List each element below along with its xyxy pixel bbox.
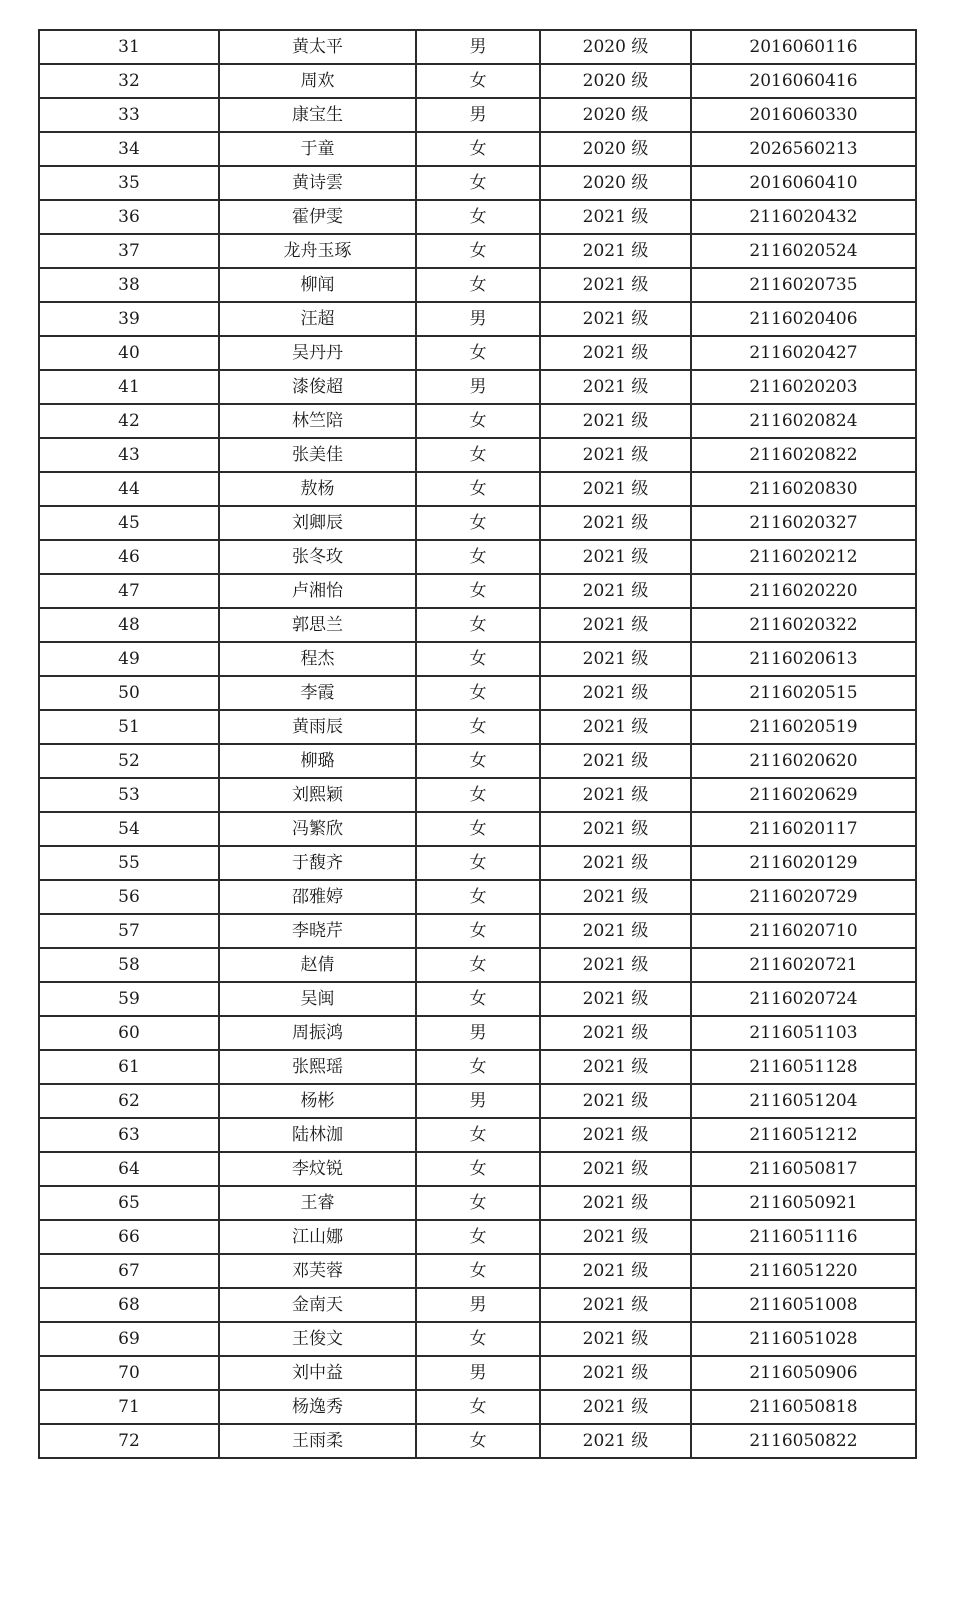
table-row xyxy=(39,914,916,948)
row-number-cell: 65 xyxy=(39,1186,219,1220)
row-number-cell: 56 xyxy=(39,880,219,914)
gender-cell: 女 xyxy=(416,778,540,812)
grade-cell: 2021 级 xyxy=(540,1356,691,1390)
row-number-cell: 41 xyxy=(39,370,219,404)
gender-cell: 女 xyxy=(416,642,540,676)
student-id-cell: 2116020710 xyxy=(691,914,916,948)
row-number-cell: 35 xyxy=(39,166,219,200)
table-row xyxy=(39,268,916,302)
student-id-cell: 2116020830 xyxy=(691,472,916,506)
student-id-cell: 2116051204 xyxy=(691,1084,916,1118)
student-name-cell: 邵雅婷 xyxy=(219,880,416,914)
student-id-cell: 2116020629 xyxy=(691,778,916,812)
grade-cell: 2021 级 xyxy=(540,914,691,948)
gender-cell: 男 xyxy=(416,30,540,64)
grade-cell: 2021 级 xyxy=(540,200,691,234)
grade-cell: 2021 级 xyxy=(540,370,691,404)
grade-cell: 2021 级 xyxy=(540,642,691,676)
row-number-cell: 37 xyxy=(39,234,219,268)
student-id-cell: 2116051220 xyxy=(691,1254,916,1288)
table-row xyxy=(39,302,916,336)
student-id-cell: 2116020724 xyxy=(691,982,916,1016)
row-number-cell: 71 xyxy=(39,1390,219,1424)
gender-cell: 女 xyxy=(416,710,540,744)
student-name-cell: 敖杨 xyxy=(219,472,416,506)
row-number-cell: 38 xyxy=(39,268,219,302)
gender-cell: 女 xyxy=(416,506,540,540)
row-number-cell: 53 xyxy=(39,778,219,812)
student-id-cell: 2116051103 xyxy=(691,1016,916,1050)
roster-body xyxy=(39,30,916,1458)
student-id-cell: 2116020519 xyxy=(691,710,916,744)
student-id-cell: 2116051116 xyxy=(691,1220,916,1254)
table-row xyxy=(39,98,916,132)
row-number-cell: 50 xyxy=(39,676,219,710)
grade-cell: 2021 级 xyxy=(540,846,691,880)
student-name-cell: 王睿 xyxy=(219,1186,416,1220)
student-id-cell: 2116051028 xyxy=(691,1322,916,1356)
gender-cell: 男 xyxy=(416,1016,540,1050)
gender-cell: 女 xyxy=(416,200,540,234)
table-row xyxy=(39,1050,916,1084)
table-row xyxy=(39,1288,916,1322)
gender-cell: 女 xyxy=(416,608,540,642)
student-id-cell: 2116020613 xyxy=(691,642,916,676)
grade-cell: 2020 级 xyxy=(540,98,691,132)
student-id-cell: 2016060116 xyxy=(691,30,916,64)
grade-cell: 2021 级 xyxy=(540,1220,691,1254)
grade-cell: 2021 级 xyxy=(540,1254,691,1288)
grade-cell: 2021 级 xyxy=(540,404,691,438)
student-id-cell: 2116020220 xyxy=(691,574,916,608)
student-name-cell: 林竺陪 xyxy=(219,404,416,438)
table-row xyxy=(39,166,916,200)
table-row xyxy=(39,64,916,98)
grade-cell: 2021 级 xyxy=(540,302,691,336)
student-id-cell: 2116020735 xyxy=(691,268,916,302)
student-id-cell: 2116020721 xyxy=(691,948,916,982)
table-row xyxy=(39,778,916,812)
table-row xyxy=(39,642,916,676)
gender-cell: 女 xyxy=(416,914,540,948)
grade-cell: 2021 级 xyxy=(540,336,691,370)
table-row xyxy=(39,506,916,540)
table-row xyxy=(39,370,916,404)
student-name-cell: 卢湘怡 xyxy=(219,574,416,608)
grade-cell: 2021 级 xyxy=(540,438,691,472)
grade-cell: 2020 级 xyxy=(540,30,691,64)
grade-cell: 2021 级 xyxy=(540,608,691,642)
row-number-cell: 44 xyxy=(39,472,219,506)
student-name-cell: 柳璐 xyxy=(219,744,416,778)
table-row xyxy=(39,234,916,268)
grade-cell: 2021 级 xyxy=(540,506,691,540)
student-id-cell: 2116020117 xyxy=(691,812,916,846)
student-id-cell: 2116020524 xyxy=(691,234,916,268)
row-number-cell: 49 xyxy=(39,642,219,676)
table-row xyxy=(39,438,916,472)
row-number-cell: 54 xyxy=(39,812,219,846)
student-name-cell: 周欢 xyxy=(219,64,416,98)
grade-cell: 2021 级 xyxy=(540,948,691,982)
student-id-cell: 2116020620 xyxy=(691,744,916,778)
gender-cell: 女 xyxy=(416,268,540,302)
table-row xyxy=(39,574,916,608)
table-row xyxy=(39,744,916,778)
row-number-cell: 69 xyxy=(39,1322,219,1356)
table-row xyxy=(39,1118,916,1152)
table-row xyxy=(39,404,916,438)
student-name-cell: 郭思兰 xyxy=(219,608,416,642)
student-name-cell: 张冬玫 xyxy=(219,540,416,574)
row-number-cell: 60 xyxy=(39,1016,219,1050)
gender-cell: 女 xyxy=(416,1424,540,1458)
student-name-cell: 陆林泇 xyxy=(219,1118,416,1152)
student-id-cell: 2116020322 xyxy=(691,608,916,642)
row-number-cell: 51 xyxy=(39,710,219,744)
grade-cell: 2021 级 xyxy=(540,1186,691,1220)
grade-cell: 2021 级 xyxy=(540,1288,691,1322)
grade-cell: 2021 级 xyxy=(540,472,691,506)
student-id-cell: 2116020129 xyxy=(691,846,916,880)
student-name-cell: 于馥齐 xyxy=(219,846,416,880)
table-row xyxy=(39,1390,916,1424)
student-id-cell: 2116020327 xyxy=(691,506,916,540)
student-id-cell: 2116020822 xyxy=(691,438,916,472)
table-row xyxy=(39,1016,916,1050)
student-name-cell: 吴闽 xyxy=(219,982,416,1016)
row-number-cell: 34 xyxy=(39,132,219,166)
table-row xyxy=(39,1322,916,1356)
student-roster-table xyxy=(38,29,917,1459)
student-name-cell: 刘卿辰 xyxy=(219,506,416,540)
row-number-cell: 72 xyxy=(39,1424,219,1458)
student-name-cell: 于童 xyxy=(219,132,416,166)
row-number-cell: 62 xyxy=(39,1084,219,1118)
student-name-cell: 刘熙颖 xyxy=(219,778,416,812)
student-name-cell: 杨彬 xyxy=(219,1084,416,1118)
student-id-cell: 2116051212 xyxy=(691,1118,916,1152)
student-name-cell: 邓芙蓉 xyxy=(219,1254,416,1288)
student-id-cell: 2116020432 xyxy=(691,200,916,234)
row-number-cell: 43 xyxy=(39,438,219,472)
grade-cell: 2020 级 xyxy=(540,166,691,200)
student-id-cell: 2116050906 xyxy=(691,1356,916,1390)
gender-cell: 女 xyxy=(416,166,540,200)
table-row xyxy=(39,132,916,166)
student-name-cell: 程杰 xyxy=(219,642,416,676)
student-name-cell: 李霞 xyxy=(219,676,416,710)
grade-cell: 2021 级 xyxy=(540,676,691,710)
gender-cell: 男 xyxy=(416,1356,540,1390)
table-row xyxy=(39,1186,916,1220)
grade-cell: 2021 级 xyxy=(540,1050,691,1084)
student-id-cell: 2116020212 xyxy=(691,540,916,574)
gender-cell: 女 xyxy=(416,574,540,608)
grade-cell: 2021 级 xyxy=(540,744,691,778)
student-id-cell: 2116051008 xyxy=(691,1288,916,1322)
gender-cell: 女 xyxy=(416,948,540,982)
student-name-cell: 汪超 xyxy=(219,302,416,336)
row-number-cell: 59 xyxy=(39,982,219,1016)
gender-cell: 女 xyxy=(416,1322,540,1356)
gender-cell: 女 xyxy=(416,1152,540,1186)
grade-cell: 2021 级 xyxy=(540,1390,691,1424)
student-name-cell: 冯繁欣 xyxy=(219,812,416,846)
row-number-cell: 52 xyxy=(39,744,219,778)
row-number-cell: 36 xyxy=(39,200,219,234)
student-id-cell: 2116051128 xyxy=(691,1050,916,1084)
grade-cell: 2021 级 xyxy=(540,1016,691,1050)
gender-cell: 女 xyxy=(416,404,540,438)
table-row xyxy=(39,710,916,744)
row-number-cell: 63 xyxy=(39,1118,219,1152)
row-number-cell: 40 xyxy=(39,336,219,370)
grade-cell: 2020 级 xyxy=(540,64,691,98)
student-name-cell: 王俊文 xyxy=(219,1322,416,1356)
student-id-cell: 2016060330 xyxy=(691,98,916,132)
grade-cell: 2021 级 xyxy=(540,1152,691,1186)
row-number-cell: 33 xyxy=(39,98,219,132)
student-name-cell: 李晓芹 xyxy=(219,914,416,948)
grade-cell: 2021 级 xyxy=(540,880,691,914)
gender-cell: 女 xyxy=(416,540,540,574)
row-number-cell: 48 xyxy=(39,608,219,642)
gender-cell: 女 xyxy=(416,472,540,506)
student-name-cell: 周振鸿 xyxy=(219,1016,416,1050)
row-number-cell: 32 xyxy=(39,64,219,98)
gender-cell: 女 xyxy=(416,846,540,880)
student-id-cell: 2016060416 xyxy=(691,64,916,98)
table-row xyxy=(39,812,916,846)
row-number-cell: 47 xyxy=(39,574,219,608)
student-id-cell: 2116020824 xyxy=(691,404,916,438)
row-number-cell: 70 xyxy=(39,1356,219,1390)
gender-cell: 女 xyxy=(416,880,540,914)
table-row xyxy=(39,30,916,64)
row-number-cell: 57 xyxy=(39,914,219,948)
gender-cell: 女 xyxy=(416,1118,540,1152)
student-id-cell: 2116020427 xyxy=(691,336,916,370)
student-name-cell: 张美佳 xyxy=(219,438,416,472)
student-id-cell: 2116020515 xyxy=(691,676,916,710)
student-id-cell: 2016060410 xyxy=(691,166,916,200)
grade-cell: 2021 级 xyxy=(540,710,691,744)
student-name-cell: 李炆锐 xyxy=(219,1152,416,1186)
grade-cell: 2021 级 xyxy=(540,574,691,608)
gender-cell: 女 xyxy=(416,234,540,268)
gender-cell: 女 xyxy=(416,1254,540,1288)
student-id-cell: 2026560213 xyxy=(691,132,916,166)
row-number-cell: 61 xyxy=(39,1050,219,1084)
student-id-cell: 2116050822 xyxy=(691,1424,916,1458)
gender-cell: 女 xyxy=(416,1050,540,1084)
gender-cell: 女 xyxy=(416,132,540,166)
row-number-cell: 45 xyxy=(39,506,219,540)
row-number-cell: 68 xyxy=(39,1288,219,1322)
grade-cell: 2021 级 xyxy=(540,268,691,302)
table-row xyxy=(39,540,916,574)
student-name-cell: 康宝生 xyxy=(219,98,416,132)
student-name-cell: 吴丹丹 xyxy=(219,336,416,370)
row-number-cell: 31 xyxy=(39,30,219,64)
student-name-cell: 霍伊雯 xyxy=(219,200,416,234)
grade-cell: 2021 级 xyxy=(540,982,691,1016)
student-id-cell: 2116050818 xyxy=(691,1390,916,1424)
grade-cell: 2021 级 xyxy=(540,540,691,574)
row-number-cell: 39 xyxy=(39,302,219,336)
gender-cell: 男 xyxy=(416,1084,540,1118)
table-row xyxy=(39,608,916,642)
gender-cell: 女 xyxy=(416,438,540,472)
row-number-cell: 67 xyxy=(39,1254,219,1288)
student-name-cell: 赵倩 xyxy=(219,948,416,982)
table-row xyxy=(39,1254,916,1288)
table-row xyxy=(39,880,916,914)
row-number-cell: 46 xyxy=(39,540,219,574)
grade-cell: 2021 级 xyxy=(540,1424,691,1458)
table-row xyxy=(39,982,916,1016)
row-number-cell: 66 xyxy=(39,1220,219,1254)
student-id-cell: 2116020729 xyxy=(691,880,916,914)
table-row xyxy=(39,1220,916,1254)
gender-cell: 男 xyxy=(416,370,540,404)
row-number-cell: 55 xyxy=(39,846,219,880)
grade-cell: 2021 级 xyxy=(540,234,691,268)
grade-cell: 2021 级 xyxy=(540,1084,691,1118)
gender-cell: 女 xyxy=(416,64,540,98)
grade-cell: 2021 级 xyxy=(540,1118,691,1152)
table-row xyxy=(39,1424,916,1458)
gender-cell: 男 xyxy=(416,98,540,132)
student-name-cell: 刘中益 xyxy=(219,1356,416,1390)
student-name-cell: 柳闻 xyxy=(219,268,416,302)
gender-cell: 男 xyxy=(416,1288,540,1322)
row-number-cell: 58 xyxy=(39,948,219,982)
table-row xyxy=(39,200,916,234)
table-row xyxy=(39,1084,916,1118)
student-name-cell: 黄太平 xyxy=(219,30,416,64)
table-row xyxy=(39,676,916,710)
gender-cell: 女 xyxy=(416,744,540,778)
student-name-cell: 黄诗雲 xyxy=(219,166,416,200)
table-row xyxy=(39,1152,916,1186)
student-id-cell: 2116020406 xyxy=(691,302,916,336)
table-row xyxy=(39,336,916,370)
gender-cell: 女 xyxy=(416,1220,540,1254)
table-row xyxy=(39,1356,916,1390)
row-number-cell: 64 xyxy=(39,1152,219,1186)
gender-cell: 女 xyxy=(416,1186,540,1220)
table-row xyxy=(39,846,916,880)
student-name-cell: 黄雨辰 xyxy=(219,710,416,744)
table-row xyxy=(39,472,916,506)
student-name-cell: 王雨柔 xyxy=(219,1424,416,1458)
student-name-cell: 漆俊超 xyxy=(219,370,416,404)
student-id-cell: 2116050921 xyxy=(691,1186,916,1220)
grade-cell: 2021 级 xyxy=(540,1322,691,1356)
gender-cell: 男 xyxy=(416,302,540,336)
gender-cell: 女 xyxy=(416,812,540,846)
row-number-cell: 42 xyxy=(39,404,219,438)
student-name-cell: 张熙瑶 xyxy=(219,1050,416,1084)
grade-cell: 2020 级 xyxy=(540,132,691,166)
student-name-cell: 杨逸秀 xyxy=(219,1390,416,1424)
gender-cell: 女 xyxy=(416,336,540,370)
grade-cell: 2021 级 xyxy=(540,812,691,846)
gender-cell: 女 xyxy=(416,676,540,710)
student-name-cell: 金南天 xyxy=(219,1288,416,1322)
gender-cell: 女 xyxy=(416,1390,540,1424)
student-id-cell: 2116020203 xyxy=(691,370,916,404)
grade-cell: 2021 级 xyxy=(540,778,691,812)
student-name-cell: 江山娜 xyxy=(219,1220,416,1254)
table-row xyxy=(39,948,916,982)
student-id-cell: 2116050817 xyxy=(691,1152,916,1186)
gender-cell: 女 xyxy=(416,982,540,1016)
student-name-cell: 龙舟玉琢 xyxy=(219,234,416,268)
